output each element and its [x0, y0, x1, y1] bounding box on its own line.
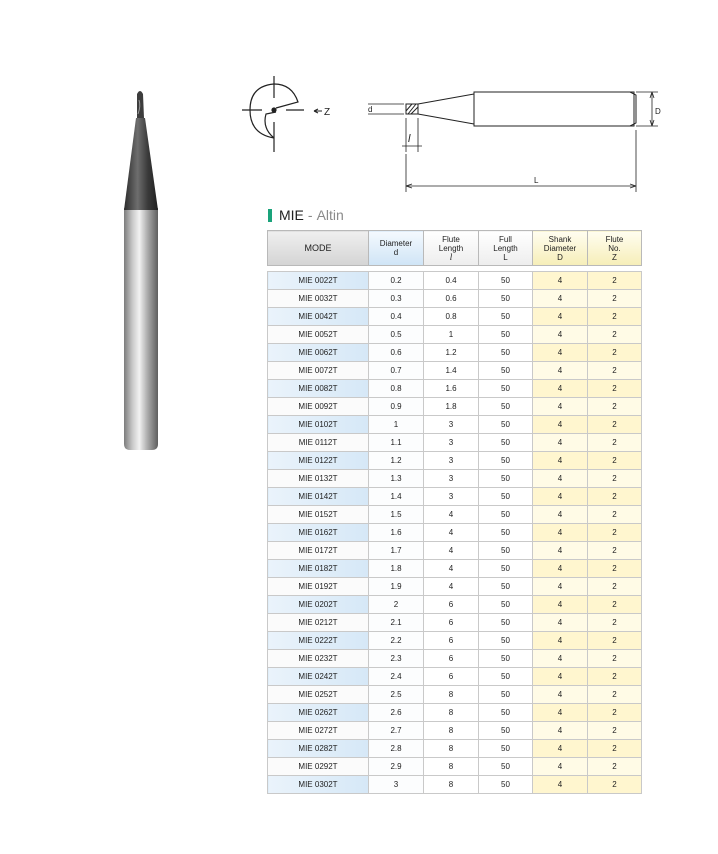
shank-diameter-value: 4	[533, 560, 588, 578]
full-length-value: 50	[479, 596, 533, 614]
flute-length-value: 6	[424, 632, 479, 650]
flute-count-symbol: Z	[324, 107, 331, 118]
table-row	[268, 344, 642, 362]
model-code: MIE 0282T	[268, 740, 369, 758]
flute-length-value: 0.8	[424, 308, 479, 326]
spec-table	[267, 230, 642, 794]
flute-count-value: 2	[588, 470, 642, 488]
full-length-value: 50	[479, 326, 533, 344]
diameter-value: 2.4	[369, 668, 424, 686]
flute-count-value: 2	[588, 488, 642, 506]
diameter-symbol: d	[368, 105, 373, 114]
shank-diameter-value: 4	[533, 362, 588, 380]
full-length-value: 50	[479, 578, 533, 596]
model-code: MIE 0232T	[268, 650, 369, 668]
full-length-value: 50	[479, 470, 533, 488]
model-code: MIE 0262T	[268, 704, 369, 722]
flute-count-value: 2	[588, 326, 642, 344]
table-row	[268, 650, 642, 668]
table-row	[268, 398, 642, 416]
flute-length-value: 1	[424, 326, 479, 344]
diameter-value: 2.6	[369, 704, 424, 722]
table-row	[268, 578, 642, 596]
flute-count-value: 2	[588, 434, 642, 452]
table-row	[268, 758, 642, 776]
shank-diameter-value: 4	[533, 740, 588, 758]
diameter-value: 1.5	[369, 506, 424, 524]
coating-name: Altin	[316, 207, 344, 223]
shank-diameter-value: 4	[533, 380, 588, 398]
flute-count-value: 2	[588, 380, 642, 398]
flute-length-value: 4	[424, 560, 479, 578]
flute-count-value: 2	[588, 578, 642, 596]
diameter-value: 1.7	[369, 542, 424, 560]
flute-count-value: 2	[588, 650, 642, 668]
shank-diameter-value: 4	[533, 650, 588, 668]
shank-diameter-value: 4	[533, 416, 588, 434]
flute-count-value: 2	[588, 524, 642, 542]
header-diameter: Diameter d	[369, 231, 424, 266]
shank-diameter-value: 4	[533, 344, 588, 362]
flute-length-value: 6	[424, 668, 479, 686]
diameter-value: 1.3	[369, 470, 424, 488]
shank-diameter-value: 4	[533, 632, 588, 650]
shank-diameter-value: 4	[533, 668, 588, 686]
flute-length-value: 3	[424, 470, 479, 488]
shank-diameter-value: 4	[533, 524, 588, 542]
flute-length-value: 1.2	[424, 344, 479, 362]
diameter-value: 2.2	[369, 632, 424, 650]
full-length-value: 50	[479, 272, 533, 290]
full-length-value: 50	[479, 776, 533, 794]
table-row	[268, 506, 642, 524]
shank-diameter-value: 4	[533, 542, 588, 560]
flute-count-value: 2	[588, 506, 642, 524]
full-length-value: 50	[479, 488, 533, 506]
diameter-value: 3	[369, 776, 424, 794]
full-length-value: 50	[479, 506, 533, 524]
model-code: MIE 0092T	[268, 398, 369, 416]
diameter-value: 2	[369, 596, 424, 614]
tool-dimension-drawing	[232, 68, 672, 198]
flute-length-value: 3	[424, 488, 479, 506]
flute-count-value: 2	[588, 308, 642, 326]
header-full-length: Full Length L	[479, 231, 533, 266]
shank-diameter-value: 4	[533, 578, 588, 596]
table-row	[268, 272, 642, 290]
table-row	[268, 434, 642, 452]
full-length-value: 50	[479, 398, 533, 416]
shank-diameter-value: 4	[533, 686, 588, 704]
flute-length-value: 1.4	[424, 362, 479, 380]
flute-count-value: 2	[588, 542, 642, 560]
model-code: MIE 0172T	[268, 542, 369, 560]
end-view-diagram	[242, 76, 322, 152]
header-flute-length: Flute Length l	[424, 231, 479, 266]
flute-count-value: 2	[588, 272, 642, 290]
model-code: MIE 0062T	[268, 344, 369, 362]
model-code: MIE 0112T	[268, 434, 369, 452]
shank-diameter-value: 4	[533, 434, 588, 452]
model-code: MIE 0122T	[268, 452, 369, 470]
diameter-value: 0.4	[369, 308, 424, 326]
table-row	[268, 452, 642, 470]
flute-length-value: 1.6	[424, 380, 479, 398]
flute-length-value: 4	[424, 524, 479, 542]
table-row	[268, 776, 642, 794]
table-row	[268, 560, 642, 578]
flute-length-value: 8	[424, 704, 479, 722]
model-code: MIE 0032T	[268, 290, 369, 308]
shank-diameter-value: 4	[533, 470, 588, 488]
model-code: MIE 0192T	[268, 578, 369, 596]
shank-diameter-value: 4	[533, 722, 588, 740]
model-code: MIE 0302T	[268, 776, 369, 794]
flute-length-value: 8	[424, 740, 479, 758]
model-code: MIE 0042T	[268, 308, 369, 326]
flute-count-value: 2	[588, 668, 642, 686]
flute-count-value: 2	[588, 632, 642, 650]
full-length-value: 50	[479, 560, 533, 578]
full-length-value: 50	[479, 452, 533, 470]
full-length-value: 50	[479, 308, 533, 326]
flute-length-value: 4	[424, 542, 479, 560]
heading-separator: -	[307, 207, 313, 223]
model-code: MIE 0082T	[268, 380, 369, 398]
table-row	[268, 596, 642, 614]
shank-diameter-value: 4	[533, 776, 588, 794]
shank-diameter-value: 4	[533, 452, 588, 470]
table-row	[268, 542, 642, 560]
table-row	[268, 524, 642, 542]
model-code: MIE 0152T	[268, 506, 369, 524]
full-length-value: 50	[479, 722, 533, 740]
flute-length-value: 1.8	[424, 398, 479, 416]
flute-count-value: 2	[588, 398, 642, 416]
table-row	[268, 686, 642, 704]
full-length-value: 50	[479, 686, 533, 704]
diameter-value: 2.7	[369, 722, 424, 740]
table-row	[268, 326, 642, 344]
flute-length-value: 6	[424, 650, 479, 668]
model-code: MIE 0142T	[268, 488, 369, 506]
flute-count-value: 2	[588, 758, 642, 776]
flute-count-value: 2	[588, 776, 642, 794]
full-length-value: 50	[479, 650, 533, 668]
shank-diameter-value: 4	[533, 596, 588, 614]
flute-length-value: 6	[424, 596, 479, 614]
flute-length-value: 3	[424, 416, 479, 434]
spec-table-body	[268, 266, 642, 794]
full-length-value: 50	[479, 704, 533, 722]
full-length-value: 50	[479, 758, 533, 776]
shank-diameter-value: 4	[533, 272, 588, 290]
diameter-value: 1	[369, 416, 424, 434]
diameter-value: 0.5	[369, 326, 424, 344]
flute-length-value: 4	[424, 578, 479, 596]
flute-count-value: 2	[588, 722, 642, 740]
full-length-value: 50	[479, 524, 533, 542]
table-row	[268, 722, 642, 740]
flute-count-value: 2	[588, 614, 642, 632]
flute-length-value: 8	[424, 776, 479, 794]
flute-count-value: 2	[588, 686, 642, 704]
table-row	[268, 488, 642, 506]
flute-count-value: 2	[588, 416, 642, 434]
table-row	[268, 362, 642, 380]
model-code: MIE 0052T	[268, 326, 369, 344]
table-row	[268, 632, 642, 650]
flute-length-value: 3	[424, 434, 479, 452]
full-length-value: 50	[479, 614, 533, 632]
diameter-value: 0.3	[369, 290, 424, 308]
diameter-value: 2.3	[369, 650, 424, 668]
flute-length-value: 3	[424, 452, 479, 470]
model-code: MIE 0102T	[268, 416, 369, 434]
flute-length-value: 0.4	[424, 272, 479, 290]
flute-length-value: 0.6	[424, 290, 479, 308]
model-code: MIE 0182T	[268, 560, 369, 578]
diameter-value: 0.2	[369, 272, 424, 290]
diameter-value: 0.8	[369, 380, 424, 398]
diameter-value: 2.9	[369, 758, 424, 776]
model-code: MIE 0252T	[268, 686, 369, 704]
full-length-value: 50	[479, 362, 533, 380]
shank-diameter-value: 4	[533, 326, 588, 344]
full-length-value: 50	[479, 380, 533, 398]
section-heading	[268, 206, 344, 224]
end-mill-photo	[118, 88, 166, 454]
model-code: MIE 0202T	[268, 596, 369, 614]
shank-diameter-value: 4	[533, 614, 588, 632]
model-code: MIE 0162T	[268, 524, 369, 542]
flute-count-value: 2	[588, 344, 642, 362]
diameter-value: 2.8	[369, 740, 424, 758]
diameter-value: 1.2	[369, 452, 424, 470]
diameter-value: 1.8	[369, 560, 424, 578]
table-row	[268, 668, 642, 686]
table-header-row	[268, 231, 642, 266]
header-flute-no: Flute No. Z	[588, 231, 642, 266]
diameter-value: 0.6	[369, 344, 424, 362]
diameter-value: 1.6	[369, 524, 424, 542]
flute-length-value: 6	[424, 614, 479, 632]
series-name: MIE	[279, 207, 304, 223]
model-code: MIE 0022T	[268, 272, 369, 290]
flute-count-value: 2	[588, 704, 642, 722]
shank-diameter-symbol: D	[655, 107, 661, 116]
full-length-value: 50	[479, 632, 533, 650]
flute-count-value: 2	[588, 560, 642, 578]
diameter-value: 2.1	[369, 614, 424, 632]
shank-diameter-value: 4	[533, 506, 588, 524]
full-length-value: 50	[479, 344, 533, 362]
table-row	[268, 704, 642, 722]
full-length-value: 50	[479, 740, 533, 758]
flute-length-value: 8	[424, 686, 479, 704]
shank-diameter-value: 4	[533, 488, 588, 506]
shank-diameter-value: 4	[533, 308, 588, 326]
table-row	[268, 470, 642, 488]
model-code: MIE 0072T	[268, 362, 369, 380]
flute-count-value: 2	[588, 740, 642, 758]
table-row	[268, 416, 642, 434]
side-view-diagram	[368, 92, 658, 192]
header-shank-diameter: Shank Diameter D	[533, 231, 588, 266]
shank-diameter-value: 4	[533, 398, 588, 416]
table-row	[268, 380, 642, 398]
model-code: MIE 0242T	[268, 668, 369, 686]
full-length-value: 50	[479, 668, 533, 686]
flute-count-value: 2	[588, 362, 642, 380]
shank-diameter-value: 4	[533, 758, 588, 776]
diameter-value: 1.9	[369, 578, 424, 596]
table-row	[268, 290, 642, 308]
full-length-value: 50	[479, 290, 533, 308]
full-length-value: 50	[479, 542, 533, 560]
flute-count-value: 2	[588, 290, 642, 308]
full-length-symbol: L	[534, 176, 539, 185]
heading-accent-bar	[268, 209, 272, 222]
model-code: MIE 0292T	[268, 758, 369, 776]
flute-length-symbol: l	[408, 133, 411, 145]
diameter-value: 0.9	[369, 398, 424, 416]
full-length-value: 50	[479, 416, 533, 434]
table-row	[268, 740, 642, 758]
model-code: MIE 0212T	[268, 614, 369, 632]
diameter-value: 1.1	[369, 434, 424, 452]
model-code: MIE 0222T	[268, 632, 369, 650]
flute-length-value: 4	[424, 506, 479, 524]
model-code: MIE 0272T	[268, 722, 369, 740]
flute-count-value: 2	[588, 452, 642, 470]
shank-diameter-value: 4	[533, 704, 588, 722]
diameter-value: 1.4	[369, 488, 424, 506]
full-length-value: 50	[479, 434, 533, 452]
shank-diameter-value: 4	[533, 290, 588, 308]
flute-count-value: 2	[588, 596, 642, 614]
flute-length-value: 8	[424, 722, 479, 740]
table-row	[268, 614, 642, 632]
model-code: MIE 0132T	[268, 470, 369, 488]
flute-length-value: 8	[424, 758, 479, 776]
diameter-value: 0.7	[369, 362, 424, 380]
diameter-value: 2.5	[369, 686, 424, 704]
table-row	[268, 308, 642, 326]
header-mode: MODE	[268, 231, 369, 266]
